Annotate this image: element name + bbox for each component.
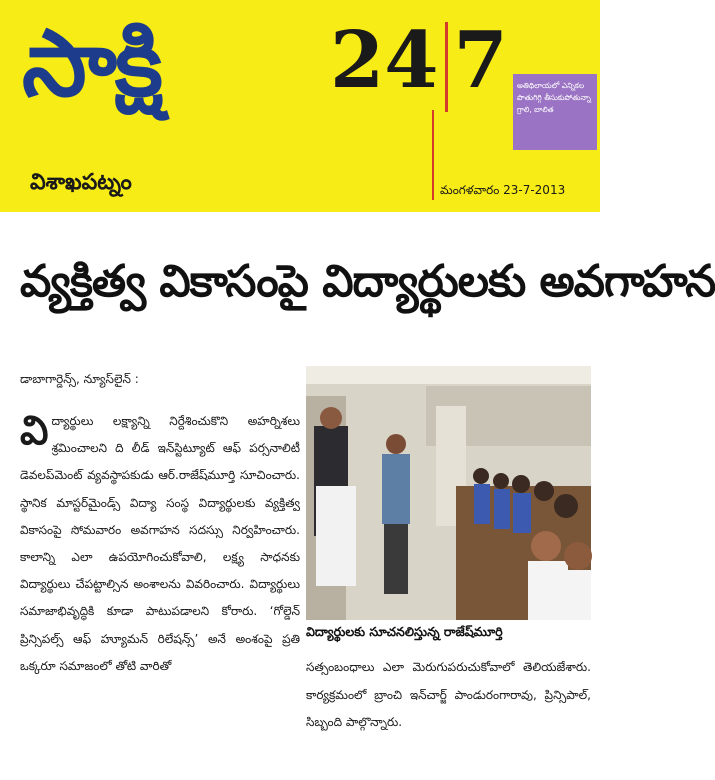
city-name: విశాఖపట్నం xyxy=(30,170,132,195)
edition-number: 24 xyxy=(330,15,439,106)
promo-box: అతిథిలాయలో ఎన్నికల పొతుగిగ్గి తీసుకుపోతున్నా గ్రాలి, బాలిత xyxy=(513,74,597,150)
classroom-photo-illustration xyxy=(306,366,591,620)
article-dateline: డాబాగార్డెన్స్, న్యూస్‌లైన్ : xyxy=(20,372,139,386)
divider xyxy=(432,110,434,200)
edition-badge xyxy=(330,15,508,112)
newspaper-logo: సాక్షి xyxy=(22,10,161,117)
article-headline: వ్యక్తిత్వ వికాసంపై విద్యార్థులకు అవగాహన xyxy=(20,256,715,307)
edition-suffix: 7 xyxy=(453,15,508,106)
photo-caption: విద్యార్థులకు సూచనలిస్తున్న రాజేష్‌మూర్తి xyxy=(306,624,503,639)
article-body-right: సత్సంబంధాలు ఎలా మెరుగుపరుచుకోవాలో తెలియజేశారు. కార్యక్రమంలో బ్రాంచి ఇన్‌చార్జ్ పాండురంగారావు, ప్రిన్సిపాల్, సిబ్బంది పాల్గొన్నారు. xyxy=(306,660,591,729)
issue-date: మంగళవారం 23-7-2013 xyxy=(440,183,566,197)
article-body-left xyxy=(20,408,300,680)
drop-cap: వి xyxy=(20,408,49,454)
article-text-left: ద్యార్థులు లక్ష్యాన్ని నిర్దేశించుకొని అహర్నిశలు శ్రమించాలని ది లీడ్ ఇన్‌స్టిట్యూట్ ఆఫ్ పర్సనాలిటీ డెవలప్‌మెంట్ వ్యవస్థాపకుడు ఆర్.రాజేష్‌మూర్తి సూచించారు. స్థానిక మాస్టర్‌మైండ్స్ విద్యా సంస్థ విద్యార్థులకు వ్యక్తిత్వ వికాసంపై సోమవారం అవగాహన సదస్సు నిర్వహించారు. కాలాన్ని ఎలా ఉపయోగించుకోవాలి, లక్ష్య సాధనకు విద్యార్థులు చేపట్టాల్సిన అంశాలను వివరించారు. విద్యార్థులు సమాజాభివృద్ధికి కూడా పాటుపడాలని కోరారు. ‘గోల్డెన్ ప్రిన్సిపల్స్ ఆఫ్ హ్యూమన్ రిలేషన్స్’ అనే అంశంపై ప్రతి ఒక్కరూ సమాజంలో తోటి వారితో xyxy=(20,414,300,673)
masthead xyxy=(0,0,600,212)
article-photo xyxy=(306,366,591,620)
edition-separator xyxy=(445,22,448,112)
